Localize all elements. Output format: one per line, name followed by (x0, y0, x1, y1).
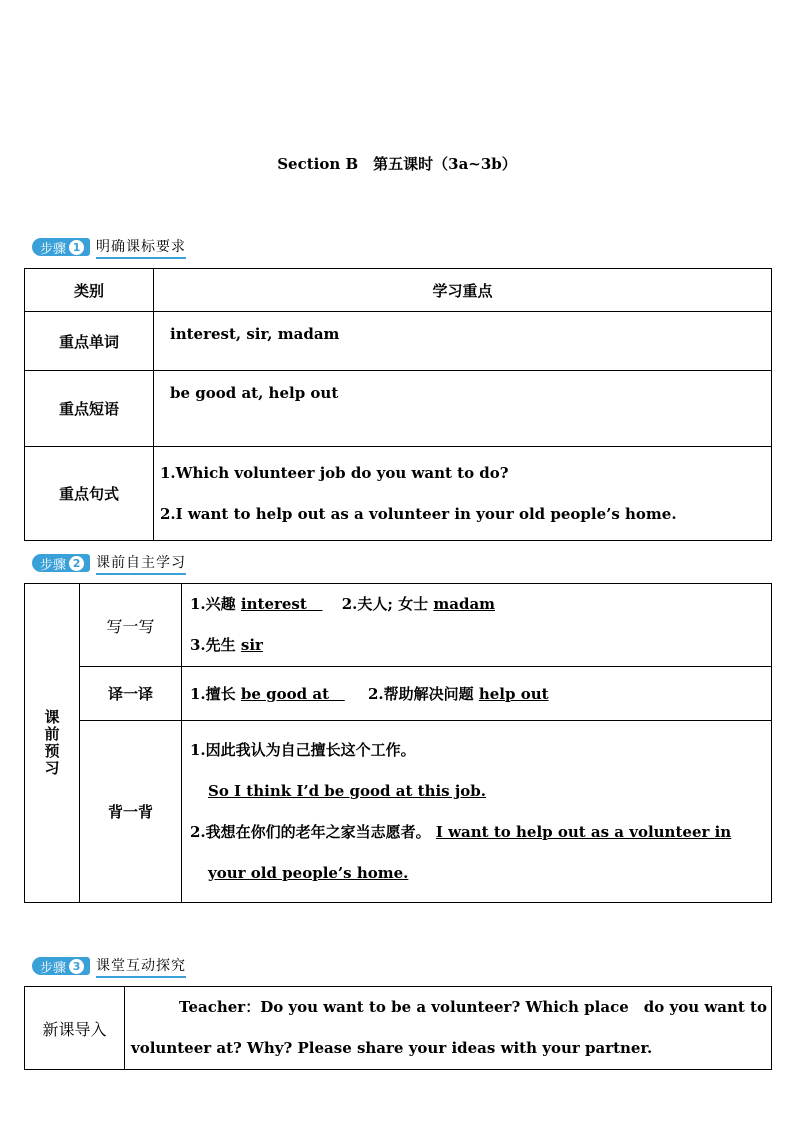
header-focus: 学习重点 (154, 269, 772, 312)
step-label: 明确课标要求 (96, 236, 186, 259)
step-label: 课堂互动探究 (96, 955, 186, 978)
step3-table (24, 986, 772, 1070)
step-number: 2 (69, 556, 84, 571)
step-badge: 步骤 3 (32, 957, 90, 975)
answer: madam (433, 595, 496, 613)
row-content: interest, sir, madam (154, 312, 772, 371)
step1-table (24, 268, 772, 541)
header-category: 类别 (25, 269, 154, 312)
row-category: 重点句式 (25, 447, 154, 541)
step-number: 3 (69, 959, 84, 974)
row-category: 重点短语 (25, 371, 154, 447)
answer: interest (240, 595, 307, 613)
translate-label: 译一译 (80, 667, 182, 721)
sentence-1: 1.Which volunteer job do you want to do? (160, 463, 509, 482)
answer: sir (240, 636, 263, 654)
step-number: 1 (69, 240, 84, 255)
answer: your old people’s home. (208, 863, 409, 882)
row-content: be good at, help out (154, 371, 772, 447)
recite-content: 1.因此我认为自己擅长这个工作。 So I think I’d be good at this job. 2.我想在你们的老年之家当志愿者。 I want to help out as a volunteer in your old people’s home. (182, 721, 772, 903)
step-1-header (32, 237, 186, 257)
step-2-header (32, 553, 186, 573)
answer: So I think I’d be good at this job. (208, 781, 486, 800)
answer: I want to help out as a volunteer in (435, 822, 732, 841)
step-3-header (32, 956, 186, 976)
answer: be good at (240, 685, 330, 703)
recite-label: 背一背 (80, 721, 182, 903)
row-category: 重点单词 (25, 312, 154, 371)
translate-content: 1.擅长 be good at 2.帮助解决问题 help out (182, 667, 772, 721)
row-content (154, 447, 772, 541)
step-badge: 步骤 2 (32, 554, 90, 572)
write-label: 写一写 (80, 584, 182, 667)
answer: help out (478, 685, 549, 703)
page-title: Section B 第五课时（3a~3b） (277, 155, 517, 173)
step-label: 课前自主学习 (96, 552, 186, 575)
write-content: 1.兴趣 interest 2.夫人; 女士 madam 3.先生 sir (182, 584, 772, 667)
step-badge: 步骤 1 (32, 238, 90, 256)
sentence-2: 2.I want to help out as a volunteer in your old people’s home. (160, 504, 677, 523)
side-label: 课前预习 (25, 584, 80, 903)
intro-label: 新课导入 (25, 987, 125, 1070)
step2-table (24, 583, 772, 903)
intro-content: Teacher：Do you want to be a volunteer? Which place do you want to volunteer at? Why? Please share your ideas with your partner. (125, 987, 772, 1070)
